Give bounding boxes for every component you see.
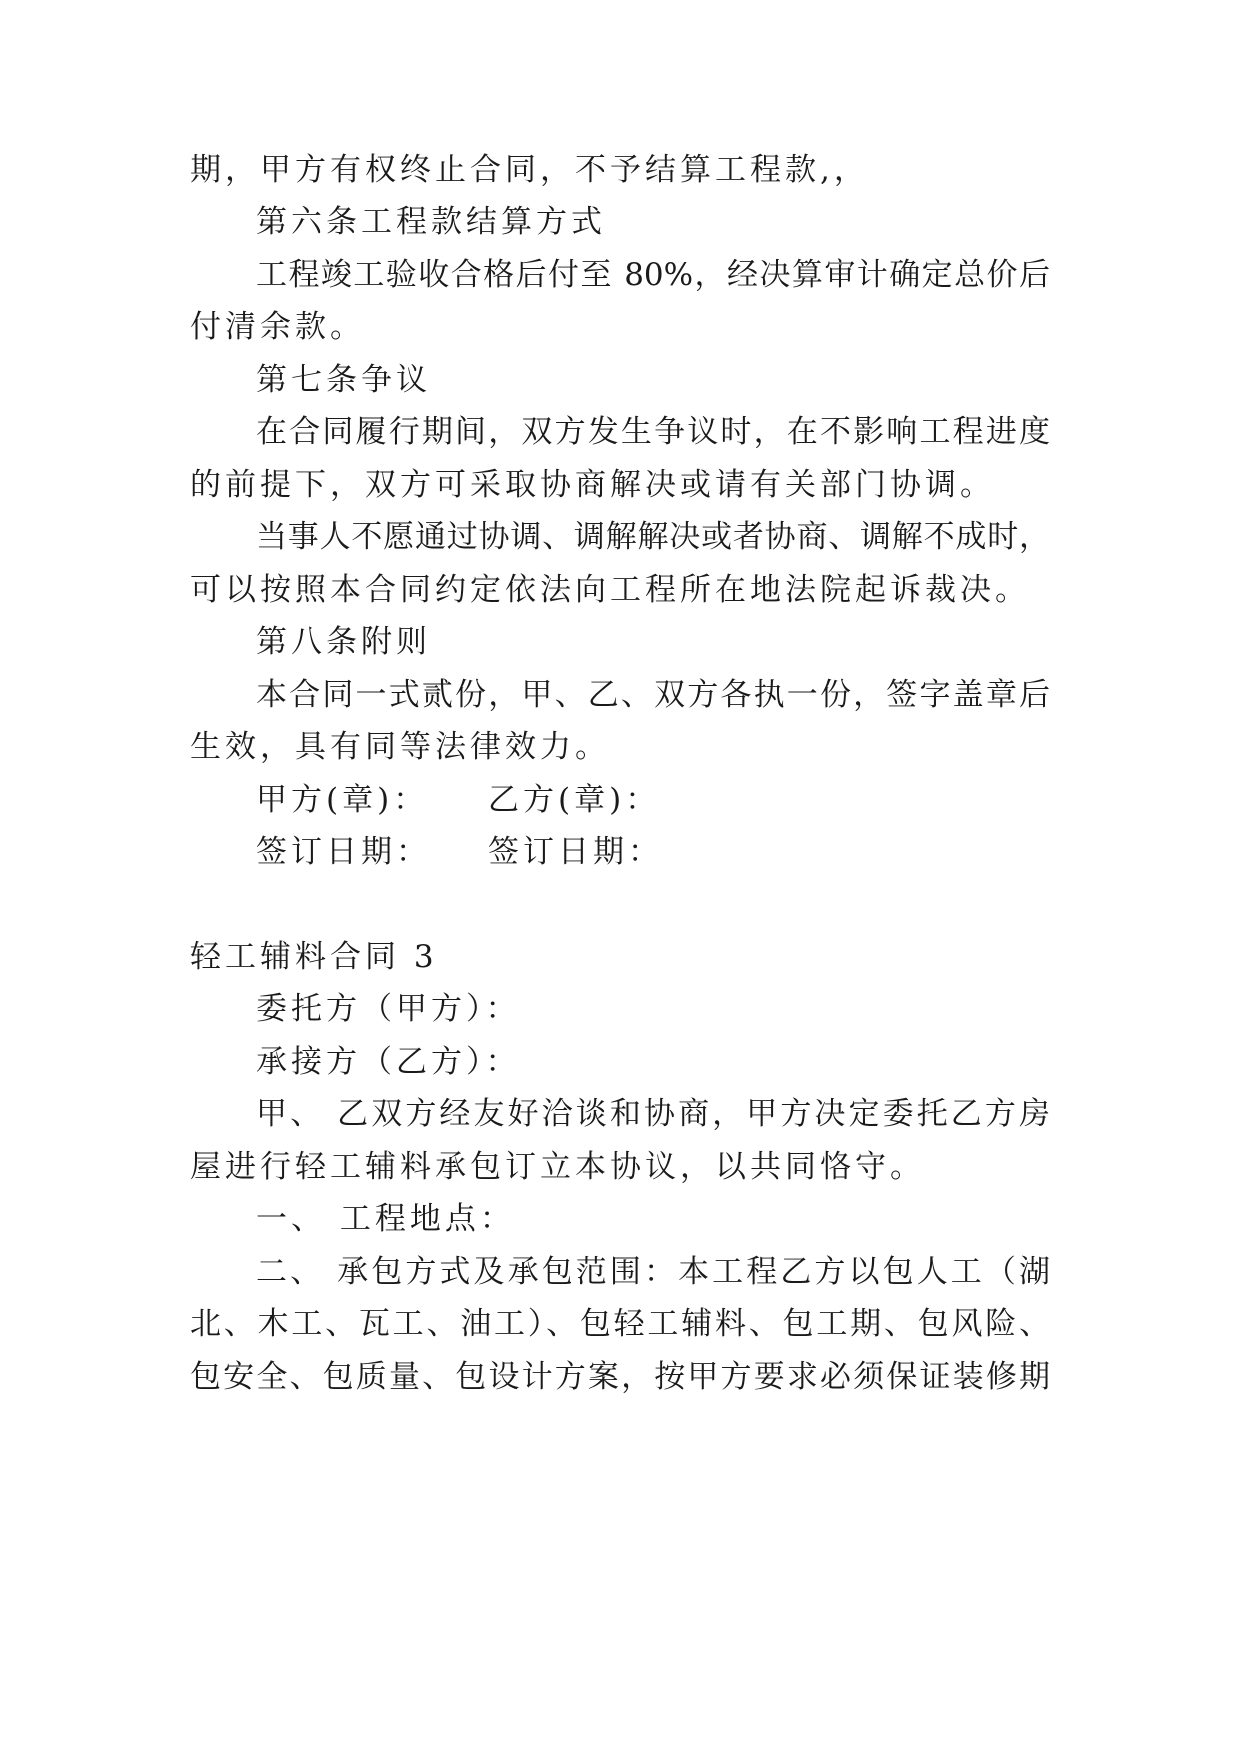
section-title: 轻工辅料合同 3 xyxy=(190,939,438,975)
contract-line: 屋进行轻工辅料承包订立本协议，以共同恪守。 xyxy=(190,1149,925,1185)
contract-line: 甲、 乙双方经友好洽谈和协商，甲方决定委托乙方房 xyxy=(256,1096,1050,1132)
party-b-date-label: 签订日期： xyxy=(488,834,663,870)
contract-line: 包安全、包质量、包设计方案，按甲方要求必须保证装修期 xyxy=(190,1359,1050,1395)
party-a-seal-label: 甲方(章)： xyxy=(256,782,429,818)
contract-line: 本合同一式贰份，甲、乙、双方各执一份，签字盖章后 xyxy=(256,677,1050,713)
contract-line: 二、 承包方式及承包范围：本工程乙方以包人工（湖 xyxy=(256,1254,1050,1290)
contract-line: 付清余款。 xyxy=(190,309,365,345)
party-a-date-label: 签订日期： xyxy=(256,834,431,870)
article-heading: 第八条附则 xyxy=(256,624,431,660)
contract-line: 北、木工、瓦工、油工）、包轻工辅料、包工期、包风险、 xyxy=(190,1306,1050,1342)
contract-line: 当事人不愿通过协调、调解解决或者协商、调解不成时， xyxy=(256,519,1050,555)
article-heading: 第七条争议 xyxy=(256,362,431,398)
contract-line: 工程竣工验收合格后付至 80%，经决算审计确定总价后 xyxy=(256,257,1050,293)
contract-line: 期，甲方有权终止合同，不予结算工程款,， xyxy=(190,152,869,188)
party-b-seal-label: 乙方(章)： xyxy=(488,782,661,818)
contract-line: 在合同履行期间，双方发生争议时，在不影响工程进度 xyxy=(256,414,1050,450)
client-party-label: 委托方（甲方）： xyxy=(256,991,521,1027)
contract-line: 生效，具有同等法律效力。 xyxy=(190,729,610,765)
article-heading: 第六条工程款结算方式 xyxy=(256,204,606,240)
contractor-party-label: 承接方（乙方）： xyxy=(256,1044,521,1080)
contract-line: 可以按照本合同约定依法向工程所在地法院起诉裁决。 xyxy=(190,572,1030,608)
contract-line: 的前提下，双方可采取协商解决或请有关部门协调。 xyxy=(190,467,995,503)
clause-heading: 一、 工程地点： xyxy=(256,1201,515,1237)
